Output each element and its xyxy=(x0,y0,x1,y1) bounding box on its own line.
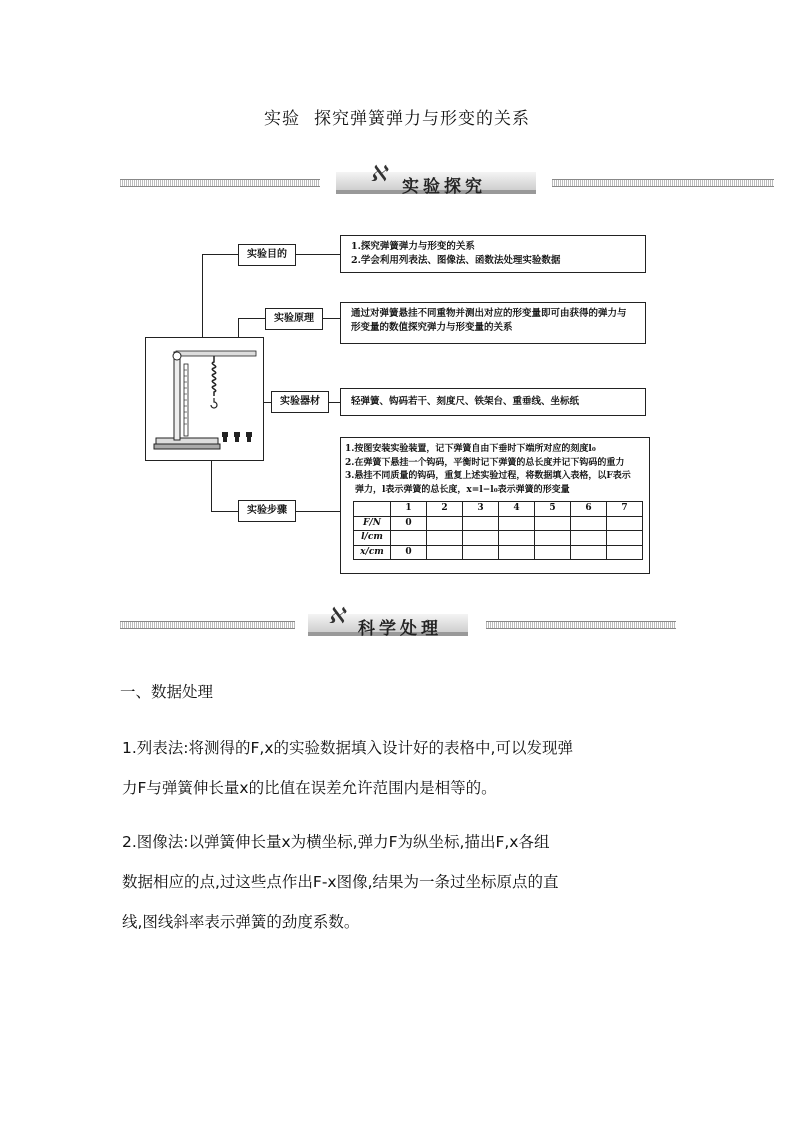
table-cell xyxy=(607,531,643,546)
row-header: F/N xyxy=(354,516,391,531)
principle-line-2: 形变量的数值探究弹力与形变量的关系 xyxy=(351,322,513,333)
table-cell xyxy=(499,516,535,531)
table-header-row xyxy=(354,502,643,517)
table-cell xyxy=(427,545,463,560)
connector-principle xyxy=(238,318,265,319)
item2-line2: 数据相应的点,过这些点作出F-x图像,结果为一条过坐标原点的直 xyxy=(122,873,559,891)
table-col: 1 xyxy=(391,502,427,517)
leaf-icon: ℵ xyxy=(370,162,387,187)
banner-process-text: 科学处理 xyxy=(358,619,442,639)
table-col: 3 xyxy=(463,502,499,517)
table-corner xyxy=(354,502,391,517)
arrow-equipment xyxy=(329,402,340,403)
banner-rule-right xyxy=(486,621,676,629)
iron-stand-icon xyxy=(146,338,263,460)
banner-explore-text: 实验探究 xyxy=(402,177,486,197)
title-prefix: 实验 xyxy=(264,109,300,129)
step-line-1: 1.按图安装实验装置，记下弹簧自由下垂时下端所对应的刻度l₀ xyxy=(345,444,596,454)
purpose-line-2: 2.学会利用列表法、图像法、函数法处理实验数据 xyxy=(351,255,561,266)
connector-steps xyxy=(211,511,238,512)
purpose-content xyxy=(340,235,646,273)
section-heading: 一、数据处理 xyxy=(120,683,214,701)
table-col: 2 xyxy=(427,502,463,517)
item1-line1: 1.列表法:将测得的F,x的实验数据填入设计好的表格中,可以发现弹 xyxy=(122,739,573,757)
label-equipment: 实验器材 xyxy=(271,391,329,413)
connector-equipment xyxy=(264,402,271,403)
data-table xyxy=(353,501,643,560)
steps-content xyxy=(340,437,650,574)
banner-process xyxy=(120,604,676,639)
leaf-icon: ℵ xyxy=(328,604,345,629)
label-steps: 实验步骤 xyxy=(238,500,296,522)
table-cell xyxy=(463,545,499,560)
title-main: 探究弹簧弹力与形变的关系 xyxy=(314,109,530,129)
purpose-line-1: 1.探究弹簧弹力与形变的关系 xyxy=(351,241,475,252)
table-cell xyxy=(571,516,607,531)
table-cell xyxy=(535,516,571,531)
connector-principle-v xyxy=(238,318,239,337)
table-cell: 0 xyxy=(391,516,427,531)
table-cell: 0 xyxy=(391,545,427,560)
item2-line1: 2.图像法:以弹簧伸长量x为横坐标,弹力F为纵坐标,描出F,x各组 xyxy=(122,833,550,851)
table-cell xyxy=(607,516,643,531)
table-row xyxy=(354,516,643,531)
step-line-4: 弹力，l表示弹簧的总长度，x=l−l₀表示弹簧的形变量 xyxy=(355,484,570,495)
connector-purpose xyxy=(202,254,238,255)
label-purpose: 实验目的 xyxy=(238,244,296,266)
arrow-steps xyxy=(296,511,340,512)
table-cell xyxy=(571,545,607,560)
table-cell xyxy=(427,516,463,531)
arrow-purpose xyxy=(296,254,340,255)
table-cell xyxy=(463,531,499,546)
principle-content xyxy=(340,302,646,344)
row-header: x/cm xyxy=(354,545,391,560)
table-col: 7 xyxy=(607,502,643,517)
table-col: 6 xyxy=(571,502,607,517)
row-header: l/cm xyxy=(354,531,391,546)
table-cell xyxy=(535,531,571,546)
label-principle: 实验原理 xyxy=(265,308,323,330)
item2-line3: 线,图线斜率表示弹簧的劲度系数。 xyxy=(122,913,360,931)
table-cell xyxy=(535,545,571,560)
item-list-method xyxy=(122,728,682,808)
table-row xyxy=(354,545,643,560)
table-col: 5 xyxy=(535,502,571,517)
item-graph-method xyxy=(122,822,682,942)
table-cell xyxy=(607,545,643,560)
arrow-principle xyxy=(323,318,340,319)
table-cell xyxy=(499,545,535,560)
table-cell xyxy=(571,531,607,546)
apparatus-illustration xyxy=(145,337,264,461)
equipment-content: 轻弹簧、钩码若干、刻度尺、铁架台、重垂线、坐标纸 xyxy=(340,388,646,416)
item1-line2: 力F与弹簧伸长量x的比值在误差允许范围内是相等的。 xyxy=(122,779,497,797)
table-row xyxy=(354,531,643,546)
principle-line-1: 通过对弹簧悬挂不同重物并测出对应的形变量即可由获得的弹力与 xyxy=(351,308,627,319)
table-cell xyxy=(427,531,463,546)
table-cell xyxy=(499,531,535,546)
banner-rule-left xyxy=(120,621,295,629)
table-cell xyxy=(391,531,427,546)
connector-up xyxy=(202,254,203,337)
connector-down xyxy=(211,461,212,512)
step-line-2: 2.在弹簧下悬挂一个钩码，平衡时记下弹簧的总长度并记下钩码的重力 xyxy=(345,457,625,468)
step-line-3: 3.悬挂不同质量的钩码，重复上述实验过程，将数据填入表格，以F表示 xyxy=(345,471,631,481)
table-cell xyxy=(463,516,499,531)
table-col: 4 xyxy=(499,502,535,517)
